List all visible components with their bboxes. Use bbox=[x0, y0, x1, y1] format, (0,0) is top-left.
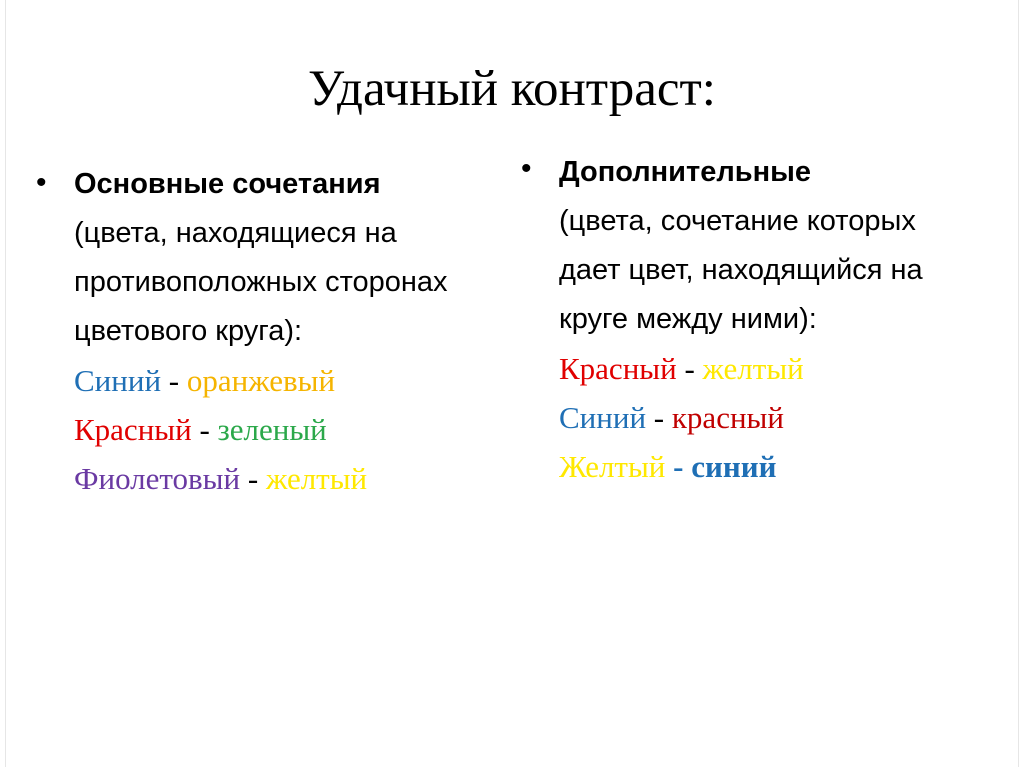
right-column bbox=[559, 148, 959, 491]
pair-first: Синий bbox=[559, 400, 647, 435]
left-pair bbox=[74, 405, 494, 454]
right-pair bbox=[559, 344, 959, 393]
pair-first: Красный bbox=[74, 412, 192, 447]
pair-separator: - bbox=[240, 461, 266, 496]
bullet-left: • bbox=[36, 166, 47, 199]
left-pair bbox=[74, 356, 494, 405]
pair-second: желтый bbox=[702, 351, 804, 386]
pair-second: зеленый bbox=[217, 412, 327, 447]
slide bbox=[6, 0, 1018, 767]
left-pairs bbox=[74, 356, 494, 503]
pair-separator: - bbox=[665, 449, 692, 484]
left-pair bbox=[74, 454, 494, 503]
pair-separator: - bbox=[161, 363, 187, 398]
pair-second: красный bbox=[671, 400, 784, 435]
left-column bbox=[74, 160, 494, 503]
right-pair bbox=[559, 442, 959, 491]
pair-first: Синий bbox=[74, 363, 162, 398]
right-pairs bbox=[559, 344, 959, 491]
pair-second: синий bbox=[691, 449, 777, 484]
pair-first: Фиолетовый bbox=[74, 461, 241, 496]
pair-first: Красный bbox=[559, 351, 677, 386]
right-description: (цвета, сочетание которых дает цвет, находящийся на круге между ними): bbox=[559, 205, 923, 335]
pair-second: оранжевый bbox=[186, 363, 336, 398]
left-heading: Основные сочетания bbox=[74, 168, 381, 200]
pair-separator: - bbox=[191, 412, 218, 447]
pair-second: желтый bbox=[265, 461, 368, 496]
right-heading: Дополнительные bbox=[559, 156, 811, 188]
right-pair bbox=[559, 393, 959, 442]
bullet-right: • bbox=[521, 152, 532, 185]
pair-separator: - bbox=[676, 351, 703, 386]
pair-first: Желтый bbox=[559, 449, 666, 484]
slide-title: Удачный контраст: bbox=[308, 61, 716, 117]
left-description: (цвета, находящиеся на противоположных сторонах цветового круга): bbox=[74, 217, 448, 347]
pair-separator: - bbox=[646, 400, 672, 435]
